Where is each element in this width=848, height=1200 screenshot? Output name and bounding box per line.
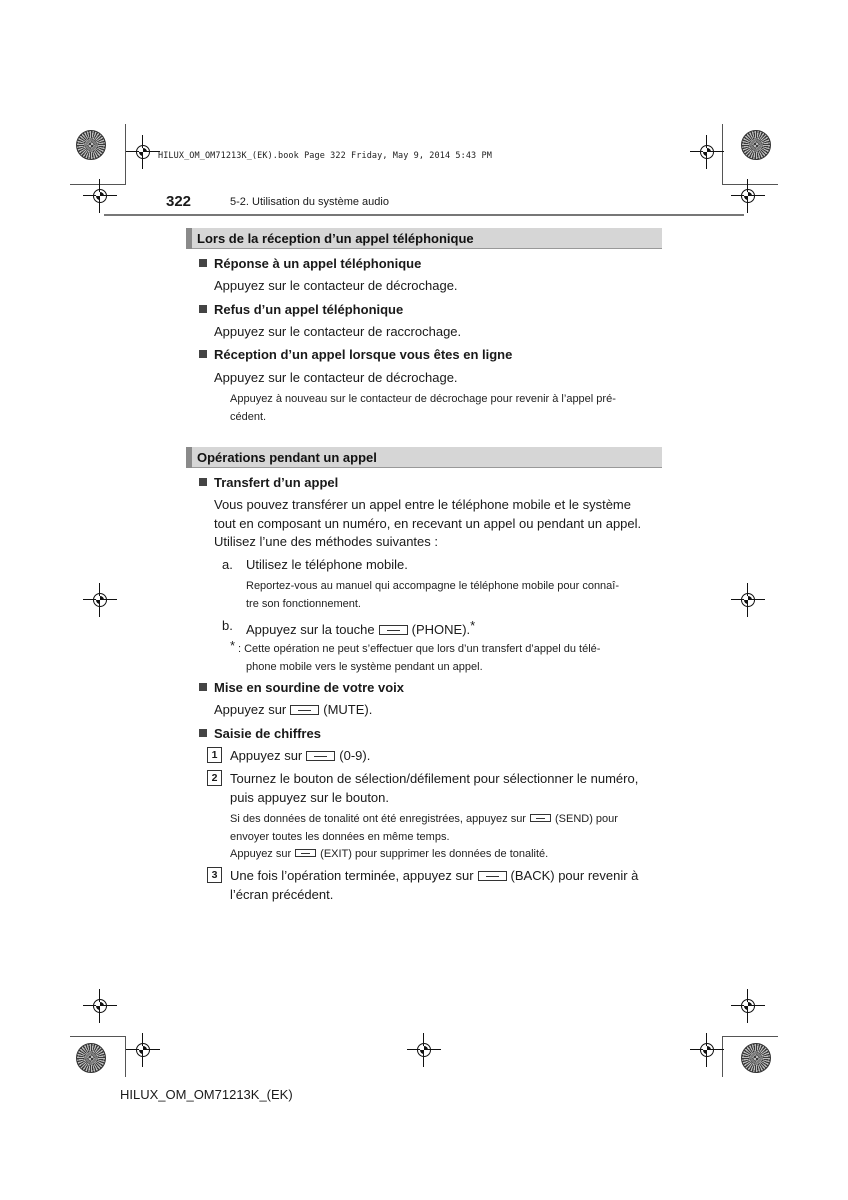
footnote-mark: * (230, 638, 236, 653)
subheading-refuse-call: Refus d’un appel téléphonique (214, 302, 404, 317)
registration-mark-icon (134, 1041, 152, 1059)
subheading-transfer-call: Transfert d’un appel (214, 475, 339, 490)
text-span: Si des données de tonalité ont été enregistrées, appuyez sur (230, 813, 526, 825)
text-span: Appuyez sur (230, 748, 303, 763)
footnote-text: phone mobile vers le système pendant un appel. (246, 661, 483, 673)
text-span: Appuyez sur (214, 702, 287, 717)
list-text-b (246, 617, 475, 640)
bullet-square-icon (199, 305, 207, 313)
note-text: Reportez-vous au manuel qui accompagne le téléphone mobile pour connaî- (246, 580, 620, 592)
text-span: (MUTE). (323, 702, 373, 717)
registration-mark-icon (739, 997, 757, 1015)
registration-wheel-icon (76, 130, 106, 160)
step-number-2: 2 (207, 770, 222, 786)
section-heading-text: Opérations pendant un appel (197, 450, 377, 465)
registration-mark-icon (739, 591, 757, 609)
registration-mark-icon (415, 1041, 433, 1059)
text-span: Une fois l’opération terminée, appuyez sur (230, 868, 474, 883)
bullet-square-icon (199, 683, 207, 691)
text-span: (0-9). (339, 748, 371, 763)
bullet-square-icon (199, 729, 207, 737)
digit-button-icon (306, 751, 335, 761)
body-text: Appuyez sur le contacteur de décrochage. (214, 370, 458, 385)
text-span: Appuyez sur (230, 848, 292, 860)
section-heading-text: Lors de la réception d’un appel téléphonique (197, 231, 474, 246)
registration-mark-icon (91, 591, 109, 609)
body-text: Utilisez l’une des méthodes suivantes : (214, 534, 439, 549)
step-number-1: 1 (207, 747, 222, 763)
header-rule (104, 214, 744, 216)
step-number-3: 3 (207, 867, 222, 883)
registration-wheel-icon (76, 1043, 106, 1073)
body-text: Vous pouvez transférer un appel entre le téléphone mobile et le système (214, 497, 631, 512)
step-text-2-cont: puis appuyez sur le bouton. (230, 790, 389, 805)
note-text (230, 845, 548, 863)
step-text-3 (230, 867, 638, 886)
registration-wheel-icon (741, 130, 771, 160)
subheading-mute: Mise en sourdine de votre voix (214, 680, 404, 695)
step-text-2: Tournez le bouton de sélection/défilement pour sélectionner le numéro, (230, 771, 639, 786)
footnote-text: : Cette opération ne peut s’effectuer que lors d’un transfert d’appel du télé- (238, 643, 601, 655)
text-span: (PHONE). (411, 622, 471, 637)
registration-mark-icon (91, 187, 109, 205)
registration-mark-icon (739, 187, 757, 205)
text-span: (EXIT) pour supprimer les données de tonalité. (320, 848, 549, 860)
list-label-a: a. (222, 557, 233, 572)
bullet-square-icon (199, 478, 207, 486)
list-text-a: Utilisez le téléphone mobile. (246, 557, 408, 572)
subheading-call-waiting: Réception d’un appel lorsque vous êtes en ligne (214, 347, 513, 362)
note-text: envoyer toutes les données en même temps. (230, 831, 450, 843)
subheading-digits: Saisie de chiffres (214, 726, 321, 741)
text-span: (BACK) pour revenir à (510, 868, 639, 883)
print-file-info: HILUX_OM_OM71213K_(EK).book Page 322 Friday, May 9, 2014 5:43 PM (158, 151, 492, 161)
mute-button-icon (290, 705, 319, 715)
footnote-star: * (470, 618, 476, 633)
note-text: cédent. (230, 411, 267, 423)
footer-code: HILUX_OM_OM71213K_(EK) (120, 1087, 293, 1102)
registration-mark-icon (134, 143, 152, 161)
page-number: 322 (166, 193, 192, 210)
list-label-b: b. (222, 618, 233, 633)
note-text: tre son fonctionnement. (246, 598, 361, 610)
registration-wheel-icon (741, 1043, 771, 1073)
back-button-icon (478, 871, 507, 881)
section-heading-during-call (186, 447, 662, 468)
phone-button-icon (379, 625, 408, 635)
text-span: (SEND) pour (554, 813, 618, 825)
step-text-3-cont: l’écran précédent. (230, 887, 334, 902)
registration-mark-icon (91, 997, 109, 1015)
bullet-square-icon (199, 259, 207, 267)
text-span: Appuyez sur la touche (246, 622, 375, 637)
body-text: Appuyez sur le contacteur de raccrochage. (214, 324, 462, 339)
registration-mark-icon (698, 1041, 716, 1059)
bullet-square-icon (199, 350, 207, 358)
send-button-icon (530, 814, 551, 822)
body-text: Appuyez sur le contacteur de décrochage. (214, 278, 458, 293)
note-text: Appuyez à nouveau sur le contacteur de décrochage pour revenir à l’appel pré- (230, 393, 616, 405)
section-title: 5-2. Utilisation du système audio (230, 196, 389, 208)
step-text-1 (230, 747, 370, 766)
body-text: tout en composant un numéro, en recevant un appel ou pendant un appel. (214, 516, 642, 531)
registration-mark-icon (698, 143, 716, 161)
section-heading-reception (186, 228, 662, 249)
note-text (230, 810, 618, 828)
exit-button-icon (295, 849, 316, 857)
body-text (214, 701, 372, 720)
subheading-answer-call: Réponse à un appel téléphonique (214, 256, 422, 271)
